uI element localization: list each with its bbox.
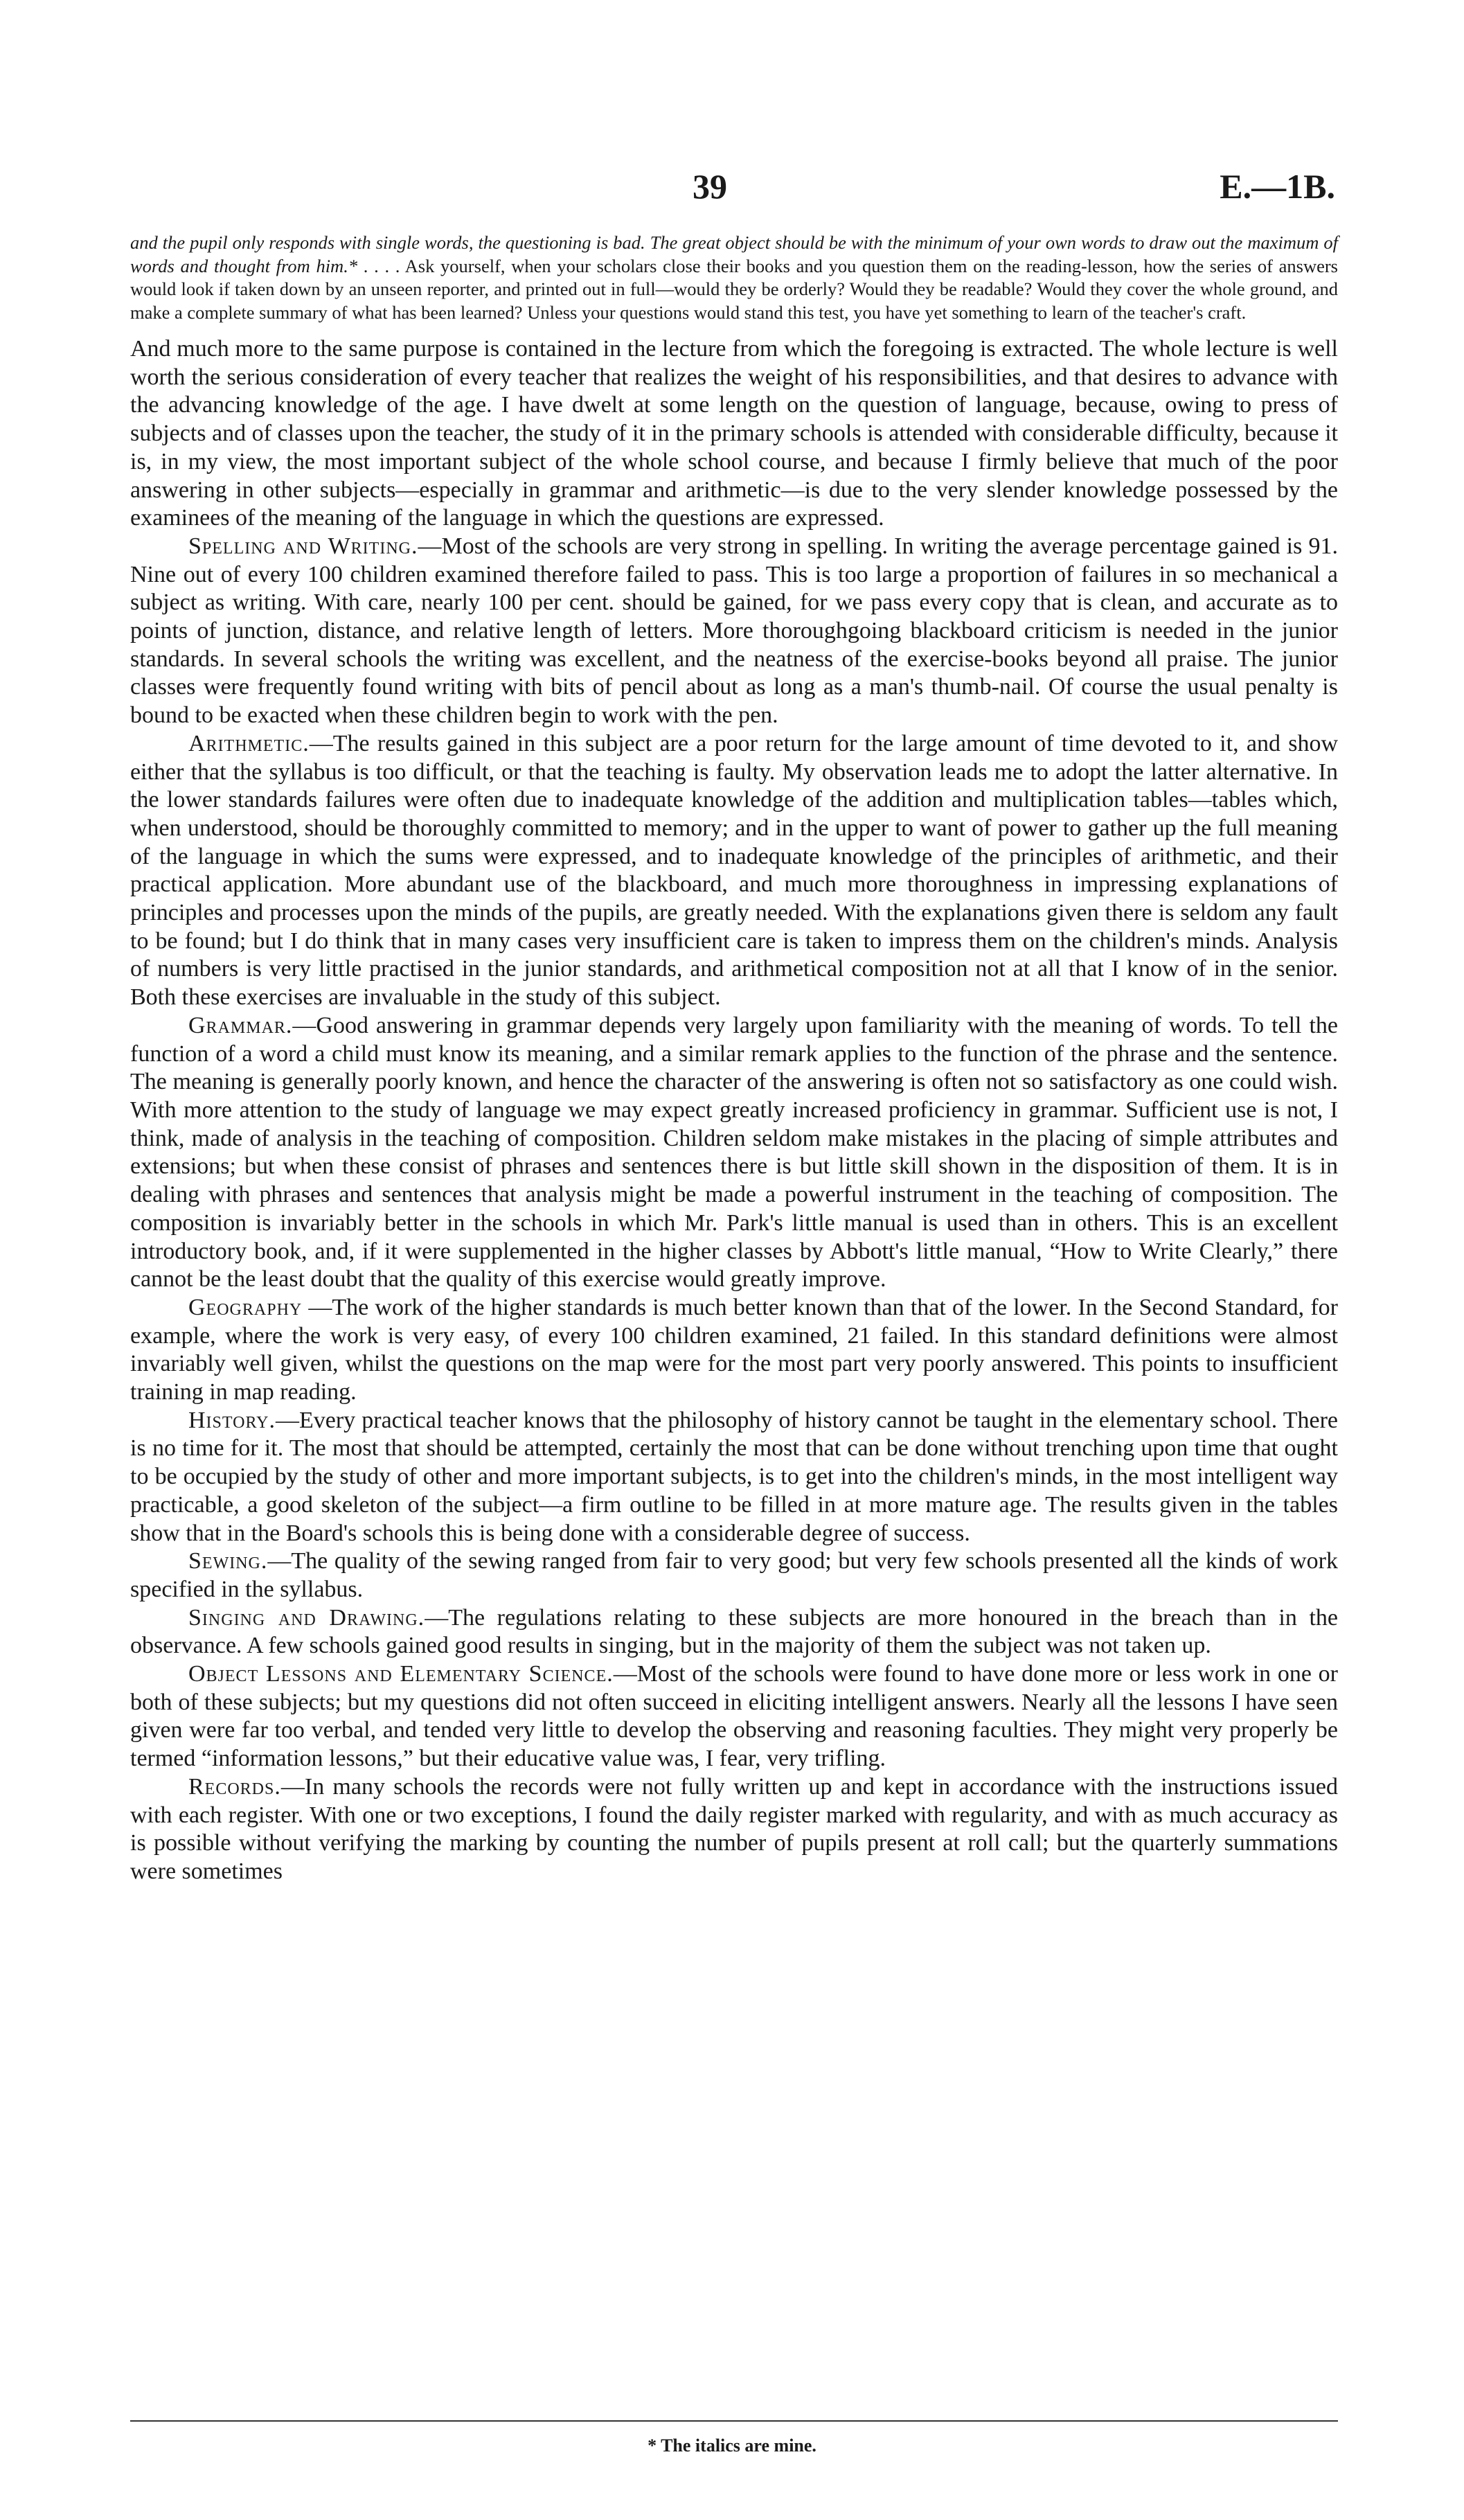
section-heading: Singing and Drawing. [188,1604,425,1631]
paragraph-sewing [130,1547,1338,1604]
page-content [130,231,1338,1886]
paragraph-text: —The regulations relating to these subjects are more honoured in the breach than in the observance. A few schools gained good results in singing, but in the majority of them the subject was not taken up. [130,1604,1338,1659]
footnote-divider [130,2420,1338,2422]
paragraph-grammar [130,1012,1338,1294]
quote-roman-text: . . . . Ask yourself, when your scholars close their books and you question them on the reading-lesson, how the series of answers would look if taken down by an unseen reporter, and printed out in full—would they be orderly? Would they be readable? Would they cover the whole ground, and make a complete summary of what has been learned? Unless your questions would stand this test, you have yet something to learn of the teacher's craft. [130,255,1338,323]
paragraph-geography [130,1294,1338,1407]
page-header [0,166,1464,215]
section-heading: Object Lessons and Elementary Science. [188,1661,614,1687]
section-heading: Grammar. [188,1012,293,1038]
section-heading: Arithmetic. [188,730,310,756]
paragraph-text: —Most of the schools were found to have done more or less work in one or both of these subjects; but my questions did not often succeed in eliciting intelligent answers. Nearly all the lessons I have seen given were far too verbal, and tended very little to develop the observing and reasoning faculties. They might very properly be termed “information lessons,” but their educative value was, I fear, very trifling. [130,1661,1338,1772]
section-heading: History. [188,1407,276,1433]
page-number: 39 [693,167,727,206]
section-heading: Records. [188,1773,281,1800]
paragraph-text: —Every practical teacher knows that the philosophy of history cannot be taught in the elementary school. There is no time for it. The most that should be attempted, certainly the most that can be done without trenching upon time that ought to be occupied by the study of other and more important subjects, is to get into the children's minds, in the most intelligent way practicable, a good skeleton of the subject—a firm outline to be filled in at more mature age. The results given in the tables show that in the Board's schools this is being done with a considerable degree of success. [130,1407,1338,1546]
section-heading: Spelling and Writing. [188,533,418,559]
paragraph-text: —Good answering in grammar depends very largely upon familiarity with the meaning of words. To tell the function of a word a child must know its meaning, and a similar remark applies to the function of the phrase and the sentence. The meaning is generally poorly known, and hence the character of the answering is often not so satisfactory as one could wish. With more attention to the study of language we may expect greatly increased proficiency in grammar. Sufficient use is not, I think, made of analysis in the teaching of composition. Children seldom make mistakes in the placing of simple attributes and extensions; but when these consist of phrases and sentences there is but little skill shown in the disposition of them. It is in dealing with phrases and sentences that analysis might be made a powerful instrument in the teaching of composition. The composition is invariably better in the schools in which Mr. Park's little manual is used than in others. This is an excellent introductory book, and, if it were supplemented in the higher classes by Abbott's little manual, “How to Write Clearly,” there cannot be the least doubt that the quality of this exercise would greatly improve. [130,1012,1338,1293]
section-heading: Sewing. [188,1548,268,1574]
paragraph-text: —In many schools the records were not fully written up and kept in accordance with the instructions issued with each register. With one or two exceptions, I found the daily register marked with regularity, and with as much accuracy as is possible without verifying the marking by counting the number of pupils present at roll call; but the quarterly summations were sometimes [130,1773,1338,1884]
paragraph-singing-drawing [130,1604,1338,1660]
paragraph-language [130,335,1338,533]
paragraph-text: And much more to the same purpose is contained in the lecture from which the foregoing is extracted. The whole lecture is well worth the serious consideration of every teacher that realizes the weight of his responsibilities, and that desires to advance with the advancing knowledge of the age. I have dwelt at some length on the question of language, because, owing to press of subjects and of classes upon the teacher, the study of it in the primary schools is attended with considerable difficulty, because it is, in my view, the most important subject of the whole school course, and because I firmly believe that much of the poor answering in other subjects—especially in grammar and arithmetic—is due to the very slender knowledge possessed by the examinees of the meaning of the language in which the questions are expressed. [130,336,1338,531]
paragraph-text: —The quality of the sewing ranged from fair to very good; but very few schools presented all the kinds of work specified in the syllabus. [130,1548,1338,1602]
paragraph-text: —Most of the schools are very strong in spelling. In writing the average percentage gained is 91. Nine out of every 100 children examined therefore failed to pass. This is too large a proportion of failures in so mechanical a subject as writing. With care, nearly 100 per cent. should be gained, for we pass every copy that is clean, and accurate as to points of junction, distance, and relative length of letters. More thoroughgoing blackboard criticism is needed in the junior standards. In several schools the writing was excellent, and the neatness of the exercise-books beyond all praise. The junior classes were frequently found writing with bits of pencil about as long as a man's thumb-nail. Of course the usual penalty is bound to be exacted when these children begin to work with the pen. [130,533,1338,729]
paragraph-arithmetic [130,730,1338,1012]
paragraph-object-lessons [130,1660,1338,1773]
section-heading: Geography [188,1294,303,1320]
quoted-lecture-excerpt [130,231,1338,324]
paragraph-spelling-writing [130,533,1338,730]
quote-italic-text: and the pupil only responds with single words, the questioning is bad. The great object should be with the minimum of your own words to draw out the maximum of words and thought from him.* [130,232,1338,276]
footnote: * The italics are mine. [648,2435,816,2456]
document-reference: E.—1B. [1220,167,1335,206]
paragraph-text: —The work of the higher standards is much better known than that of the lower. In the Second Standard, for example, where the work is very easy, of every 100 children examined, 21 failed. In this standard definitions were almost invariably well given, whilst the questions on the map were for the most part very poorly answered. This points to insufficient training in map reading. [130,1294,1338,1405]
paragraph-records [130,1773,1338,1886]
paragraph-text: —The results gained in this subject are a poor return for the large amount of time devoted to it, and show either that the syllabus is too difficult, or that the teaching is faulty. My observation leads me to adopt the latter alternative. In the lower standards failures were often due to inadequate knowledge of the addition and multiplication tables—tables which, when understood, should be thoroughly committed to memory; and in the upper to want of power to gather up the full meaning of the language in which the sums were expressed, and to inadequate knowledge of the principles of arithmetic, and their practical application. More abundant use of the blackboard, and much more thoroughness in impressing explanations of principles and processes upon the minds of the pupils, are greatly needed. With the explanations given there is seldom any fault to be found; but I do think that in many cases very insufficient care is taken to impress them on the children's minds. Analysis of numbers is very little practised in the junior standards, and arithmetical composition not at all that I know of in the senior. Both these exercises are invaluable in the study of this subject. [130,730,1338,1011]
paragraph-history [130,1407,1338,1548]
